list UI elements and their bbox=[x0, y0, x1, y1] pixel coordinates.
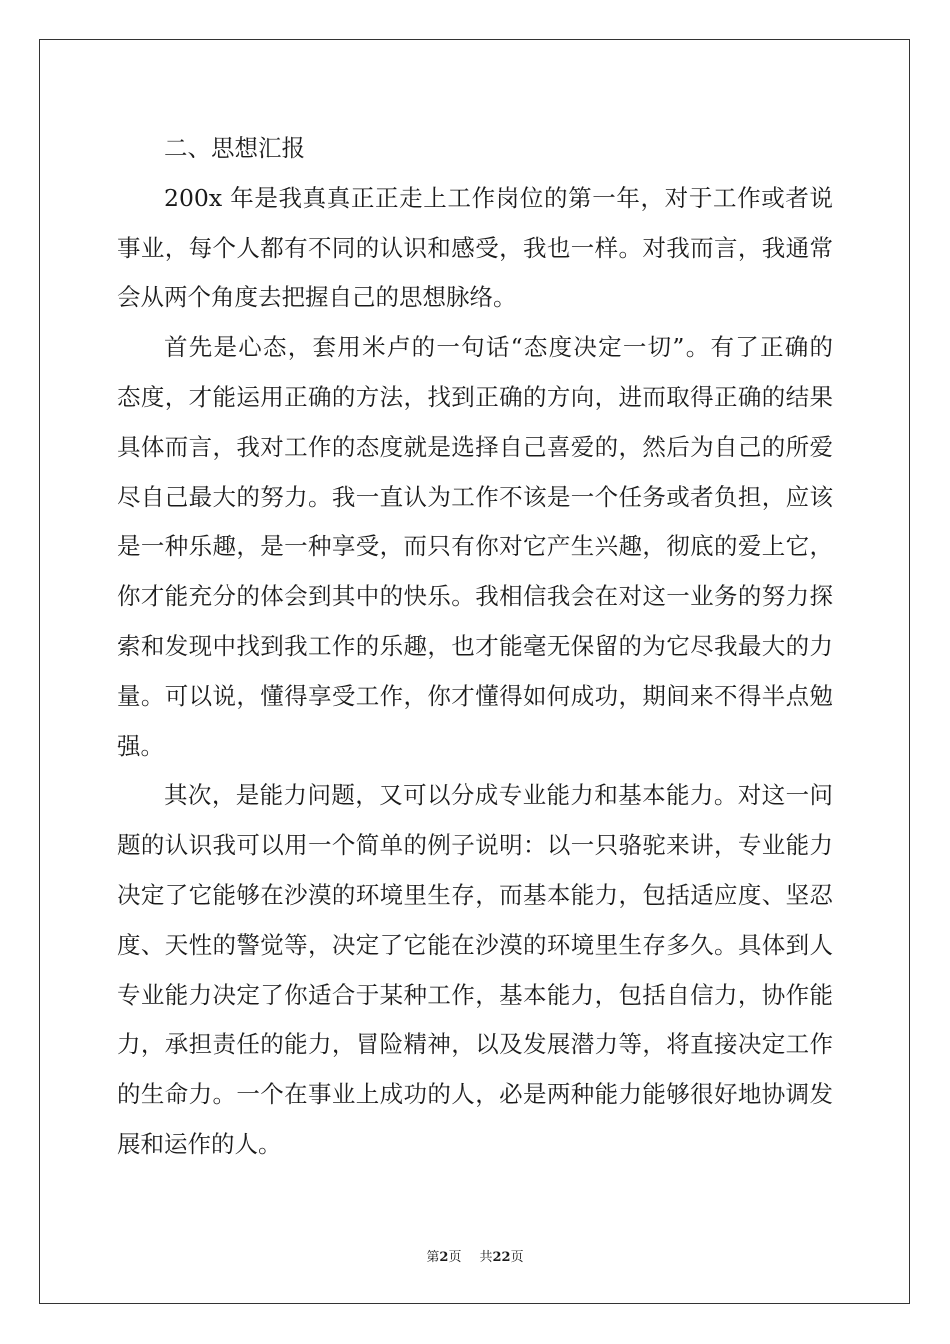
section-heading: 二、思想汇报 bbox=[164, 134, 305, 162]
page-label-suffix: 页 bbox=[448, 1250, 462, 1265]
text-line: 量。可以说，懂得享受工作，你才懂得如何成功，期间来不得半点勉 bbox=[117, 681, 833, 710]
text-line: 首先是心态，套用米卢的一句话“态度决定一切”。有了正确的 bbox=[164, 333, 833, 362]
text-line: 题的认识我可以用一个简单的例子说明：以一只骆驼来讲，专业能力 bbox=[117, 831, 833, 860]
paragraph bbox=[117, 323, 833, 771]
text-line: 力，承担责任的能力，冒险精神，以及发展潜力等，将直接决定工作 bbox=[117, 1030, 833, 1059]
text-line: 索和发现中找到我工作的乐趣，也才能毫无保留的为它尽我最大的力 bbox=[117, 631, 833, 660]
text-line: 的生命力。一个在事业上成功的人，必是两种能力能够很好地协调发 bbox=[117, 1080, 833, 1109]
text-line: 具体而言，我对工作的态度就是选择自己喜爱的，然后为自己的所爱 bbox=[117, 432, 833, 461]
paragraph bbox=[117, 174, 833, 323]
page-footer bbox=[0, 1246, 950, 1265]
text-line: 尽自己最大的努力。我一直认为工作不该是一个任务或者负担，应该 bbox=[117, 482, 833, 511]
page-number: 2 bbox=[439, 1250, 449, 1265]
total-label-suffix: 页 bbox=[510, 1250, 524, 1265]
text-line: 200x 年是我真真正正走上工作岗位的第一年，对于工作或者说 bbox=[164, 183, 833, 212]
text-line: 你才能充分的体会到其中的快乐。我相信我会在对这一业务的努力探 bbox=[117, 582, 833, 611]
text-line: 度、天性的警觉等，决定了它能在沙漠的环境里生存多久。具体到人 bbox=[117, 930, 833, 959]
paragraph bbox=[117, 771, 833, 1169]
text-line: 强。 bbox=[117, 731, 164, 760]
text-line: 专业能力决定了你适合于某种工作，基本能力，包括自信力，协作能 bbox=[117, 980, 833, 1009]
total-pages: 22 bbox=[492, 1250, 511, 1265]
text-line: 态度，才能运用正确的方法，找到正确的方向，进而取得正确的结果 bbox=[117, 382, 833, 411]
text-line: 事业，每个人都有不同的认识和感受，我也一样。对我而言，我通常 bbox=[117, 233, 833, 262]
text-line: 是一种乐趣，是一种享受，而只有你对它产生兴趣，彻底的爱上它， bbox=[117, 532, 833, 561]
text-line: 其次，是能力问题，又可以分成专业能力和基本能力。对这一问 bbox=[164, 781, 833, 810]
text-line: 展和运作的人。 bbox=[117, 1129, 282, 1158]
text-line: 决定了它能够在沙漠的环境里生存，而基本能力，包括适应度、坚忍 bbox=[117, 880, 833, 909]
text-line: 会从两个角度去把握自己的思想脉络。 bbox=[117, 283, 517, 312]
document-body bbox=[117, 124, 833, 1170]
page-label-prefix: 第 bbox=[426, 1250, 440, 1265]
total-label-prefix: 共 bbox=[479, 1250, 493, 1265]
